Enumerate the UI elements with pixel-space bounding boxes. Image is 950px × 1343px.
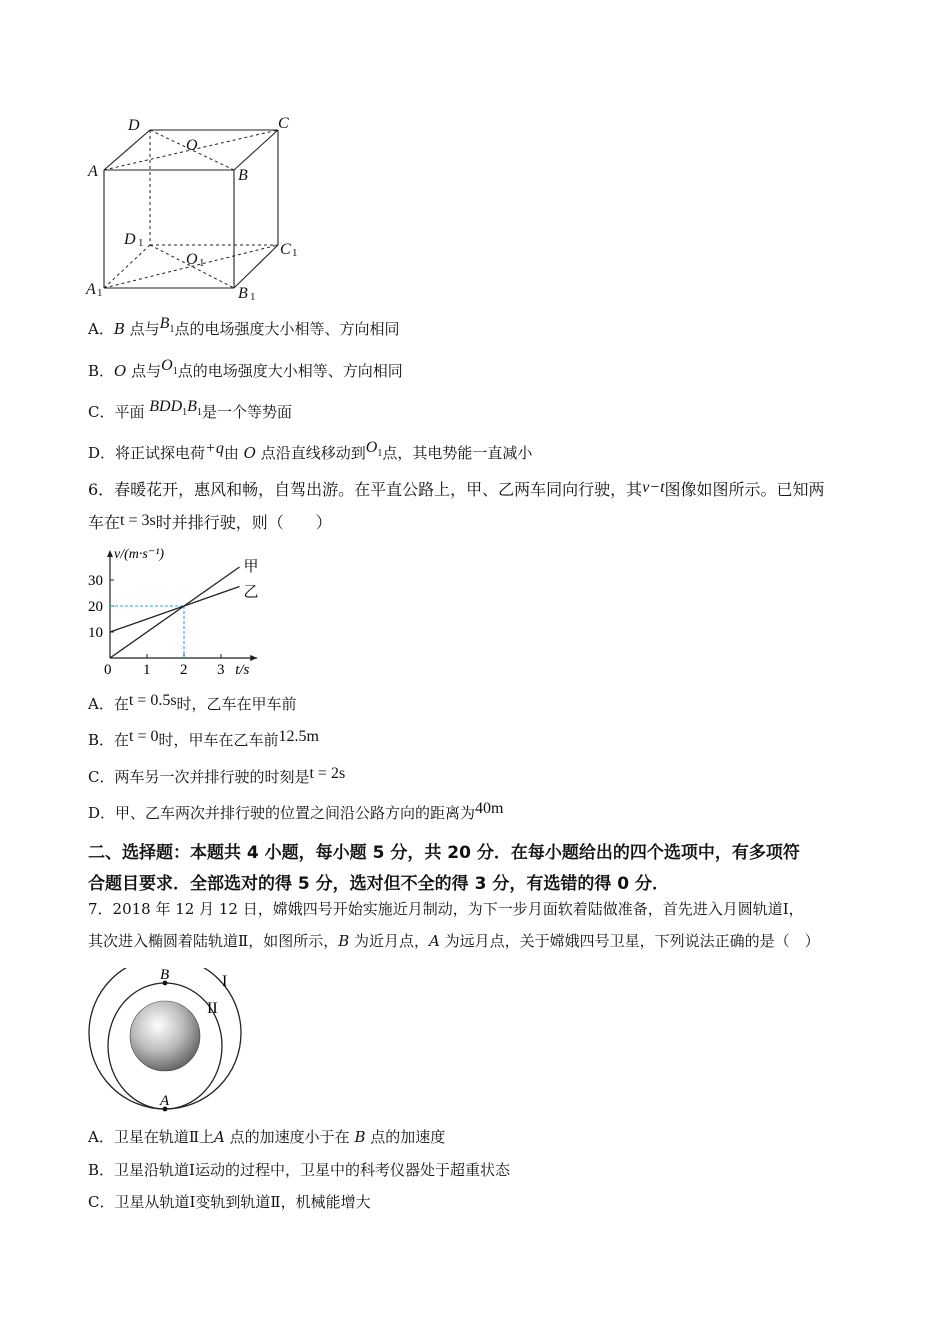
x-tick-label: 1 (143, 662, 151, 678)
x-axis-arrow (250, 655, 257, 661)
sub-B1: 1 (250, 291, 256, 303)
section2-heading-line2: 合题目要求．全部选对的得 5 分，选对但不全的得 3 分，有选错的得 0 分． (88, 874, 669, 894)
series-label-2: 乙 (243, 584, 259, 601)
section2-heading-line1: 二、选择题：本题共 4 小题，每小题 5 分，共 20 分．在每小题给出的四个选项中，有多项符 (88, 843, 800, 863)
q7-stem-line1: 7．2018 年 12 月 12 日，嫦娥四号开始实施近月制动，为下一步月面软着陆做准备，首先进入月圆轨道Ⅰ， (88, 900, 804, 918)
label-C: C (278, 115, 289, 132)
label-D: D (128, 117, 140, 134)
y-axis-arrow (107, 550, 113, 557)
q5-option-a: A．B 点与$B_1$点的电场强度大小相等、方向相同 (88, 315, 400, 338)
y-tick-label: 30 (88, 573, 103, 589)
q7-option-c: C．卫星从轨道Ⅰ变轨到轨道Ⅱ，机械能增大 (88, 1193, 371, 1211)
moon (130, 1001, 200, 1071)
sub-C1: 1 (292, 247, 298, 259)
q5-option-c: C．平面 $BDD_1B_1$是一个等势面 (88, 398, 292, 421)
label-orbit-B: B (160, 968, 170, 983)
label-C1: C (280, 241, 291, 258)
orbit-figure (84, 968, 254, 1114)
q6-stem-line1: 6．春暖花开，惠风和畅，自驾出游。在平直公路上，甲、乙两车同向行驶，其v−t图像如图所示。已知两 (88, 479, 825, 499)
series-line-2 (110, 587, 240, 633)
y-axis-label: v/(m·s⁻¹) (114, 547, 165, 562)
q7-option-a: A．卫星在轨道Ⅱ上A 点的加速度小于在 B 点的加速度 (88, 1128, 446, 1146)
cube-figure (80, 110, 310, 305)
q6-option-c: C．两车另一次并排行驶的时刻是t = 2s (88, 765, 346, 786)
x-tick-label: 2 (180, 662, 188, 678)
label-B: B (238, 167, 248, 184)
label-A: A (88, 163, 98, 180)
q6-option-d: D．甲、乙车两次并排行驶的位置之间沿公路方向的距离为40m (88, 800, 504, 822)
y-tick-label: 10 (88, 625, 103, 641)
x-axis-label: t/s (235, 662, 250, 678)
label-B1: B (238, 285, 248, 302)
label-A1: A (86, 281, 96, 298)
x-tick-label: 0 (104, 662, 112, 678)
sub-O1: 1 (199, 257, 205, 269)
q7-option-b: B．卫星沿轨道Ⅰ运动的过程中，卫星中的科考仪器处于超重状态 (88, 1161, 510, 1179)
label-O: O (186, 137, 198, 154)
label-orbit-A: A (160, 1093, 170, 1109)
label-D1: D (124, 231, 136, 248)
sub-A1: 1 (97, 287, 103, 299)
y-tick-label: 20 (88, 599, 103, 615)
label-O1: O (186, 251, 198, 268)
series-line-1 (110, 567, 240, 658)
vt-chart (82, 544, 282, 680)
label-orbit-II: II (207, 1000, 218, 1017)
sub-D1: 1 (138, 237, 144, 249)
q6-stem-line2: 车在t = 3s时并排行驶，则（ ） (88, 512, 332, 532)
series-label-1: 甲 (243, 559, 259, 575)
q7-stem-line2: 其次进入椭圆着陆轨道Ⅱ，如图所示，B 为近月点，A 为远月点，关于嫦娥四号卫星，下列说法正确的是（ ） (88, 932, 820, 950)
q5-option-d: D．将正试探电荷+q由 O 点沿直线移动到$O_1$点，其电势能一直减小 (88, 439, 533, 462)
q6-option-b: B．在t = 0时，甲车在乙车前12.5m (88, 728, 319, 749)
q6-option-a: A．在t = 0.5s时，乙车在甲车前 (88, 692, 297, 713)
x-tick-label: 3 (217, 662, 225, 678)
q5-option-b: B．O 点与$O_1$点的电场强度大小相等、方向相同 (88, 357, 403, 380)
label-orbit-I: I (222, 973, 228, 990)
